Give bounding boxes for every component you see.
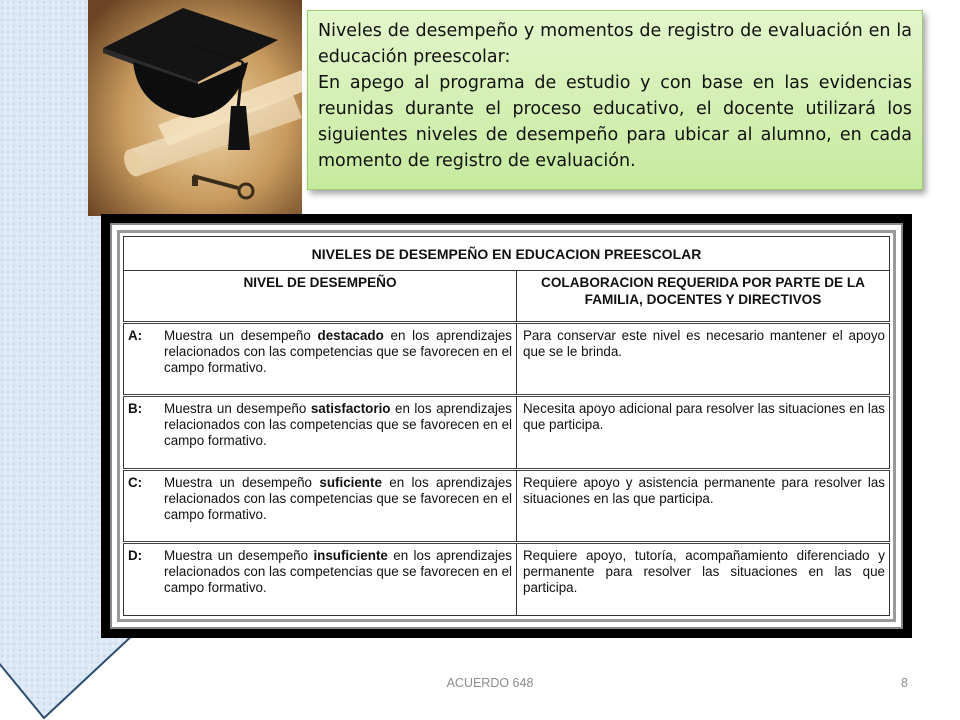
- col-header-level: NIVEL DE DESEMPEÑO: [124, 271, 517, 323]
- level-collaboration: Requiere apoyo y asistencia permanente para resolver las situaciones en las que participa.: [517, 469, 890, 542]
- graduation-cap-photo: [88, 0, 302, 216]
- level-collaboration: Necesita apoyo adicional para resolver las situaciones en las que participa.: [517, 396, 890, 469]
- level-description: Muestra un desempeño insuficiente en los aprendizajes relacionados con las competencias que se favorecen en el campo formativo.: [162, 542, 517, 615]
- col-header-collab: COLABORACION REQUERIDA POR PARTE DE LA FAMILIA, DOCENTES Y DIRECTIVOS: [517, 271, 890, 323]
- callout-body: En apego al programa de estudio y con base en las evidencias reunidas durante el proceso educativo, el docente utilizará los siguientes niveles de desempeño para ubicar al alumno, en cada momento de registro de evaluación.: [318, 73, 912, 171]
- callout-heading: Niveles de desempeño y momentos de registro de evaluación en la educación preescolar:: [318, 21, 912, 67]
- level-label: C:: [124, 469, 163, 542]
- level-description: Muestra un desempeño satisfactorio en los aprendizajes relacionados con las competencias que se favorecen en el campo formativo.: [162, 396, 517, 469]
- table-row: [124, 396, 890, 469]
- level-label: B:: [124, 396, 163, 469]
- level-description: Muestra un desempeño suficiente en los aprendizajes relacionados con las competencias que se favorecen en el campo formativo.: [162, 469, 517, 542]
- page-number: 8: [901, 676, 908, 690]
- table-row: [124, 542, 890, 615]
- table-row: [124, 323, 890, 396]
- level-description: Muestra un desempeño destacado en los aprendizajes relacionados con las competencias que se favorecen en el campo formativo.: [162, 323, 517, 396]
- footer-text: ACUERDO 648: [446, 676, 534, 690]
- level-keyword: insuficiente: [313, 547, 388, 563]
- level-label: D:: [124, 542, 163, 615]
- performance-levels-table-image: [101, 214, 912, 638]
- table-title: NIVELES DE DESEMPEÑO EN EDUCACION PREESCOLAR: [124, 237, 890, 271]
- level-label: A:: [124, 323, 163, 396]
- intro-callout: [307, 10, 923, 190]
- level-keyword: destacado: [317, 328, 384, 344]
- table-row: [124, 469, 890, 542]
- performance-levels-table: [123, 236, 890, 616]
- level-keyword: satisfactorio: [310, 401, 391, 417]
- level-collaboration: Para conservar este nivel es necesario mantener el apoyo que se le brinda.: [517, 323, 890, 396]
- level-collaboration: Requiere apoyo, tutoría, acompañamiento diferenciado y permanente para resolver las situaciones en las que participa.: [517, 542, 890, 615]
- level-keyword: suficiente: [319, 474, 382, 490]
